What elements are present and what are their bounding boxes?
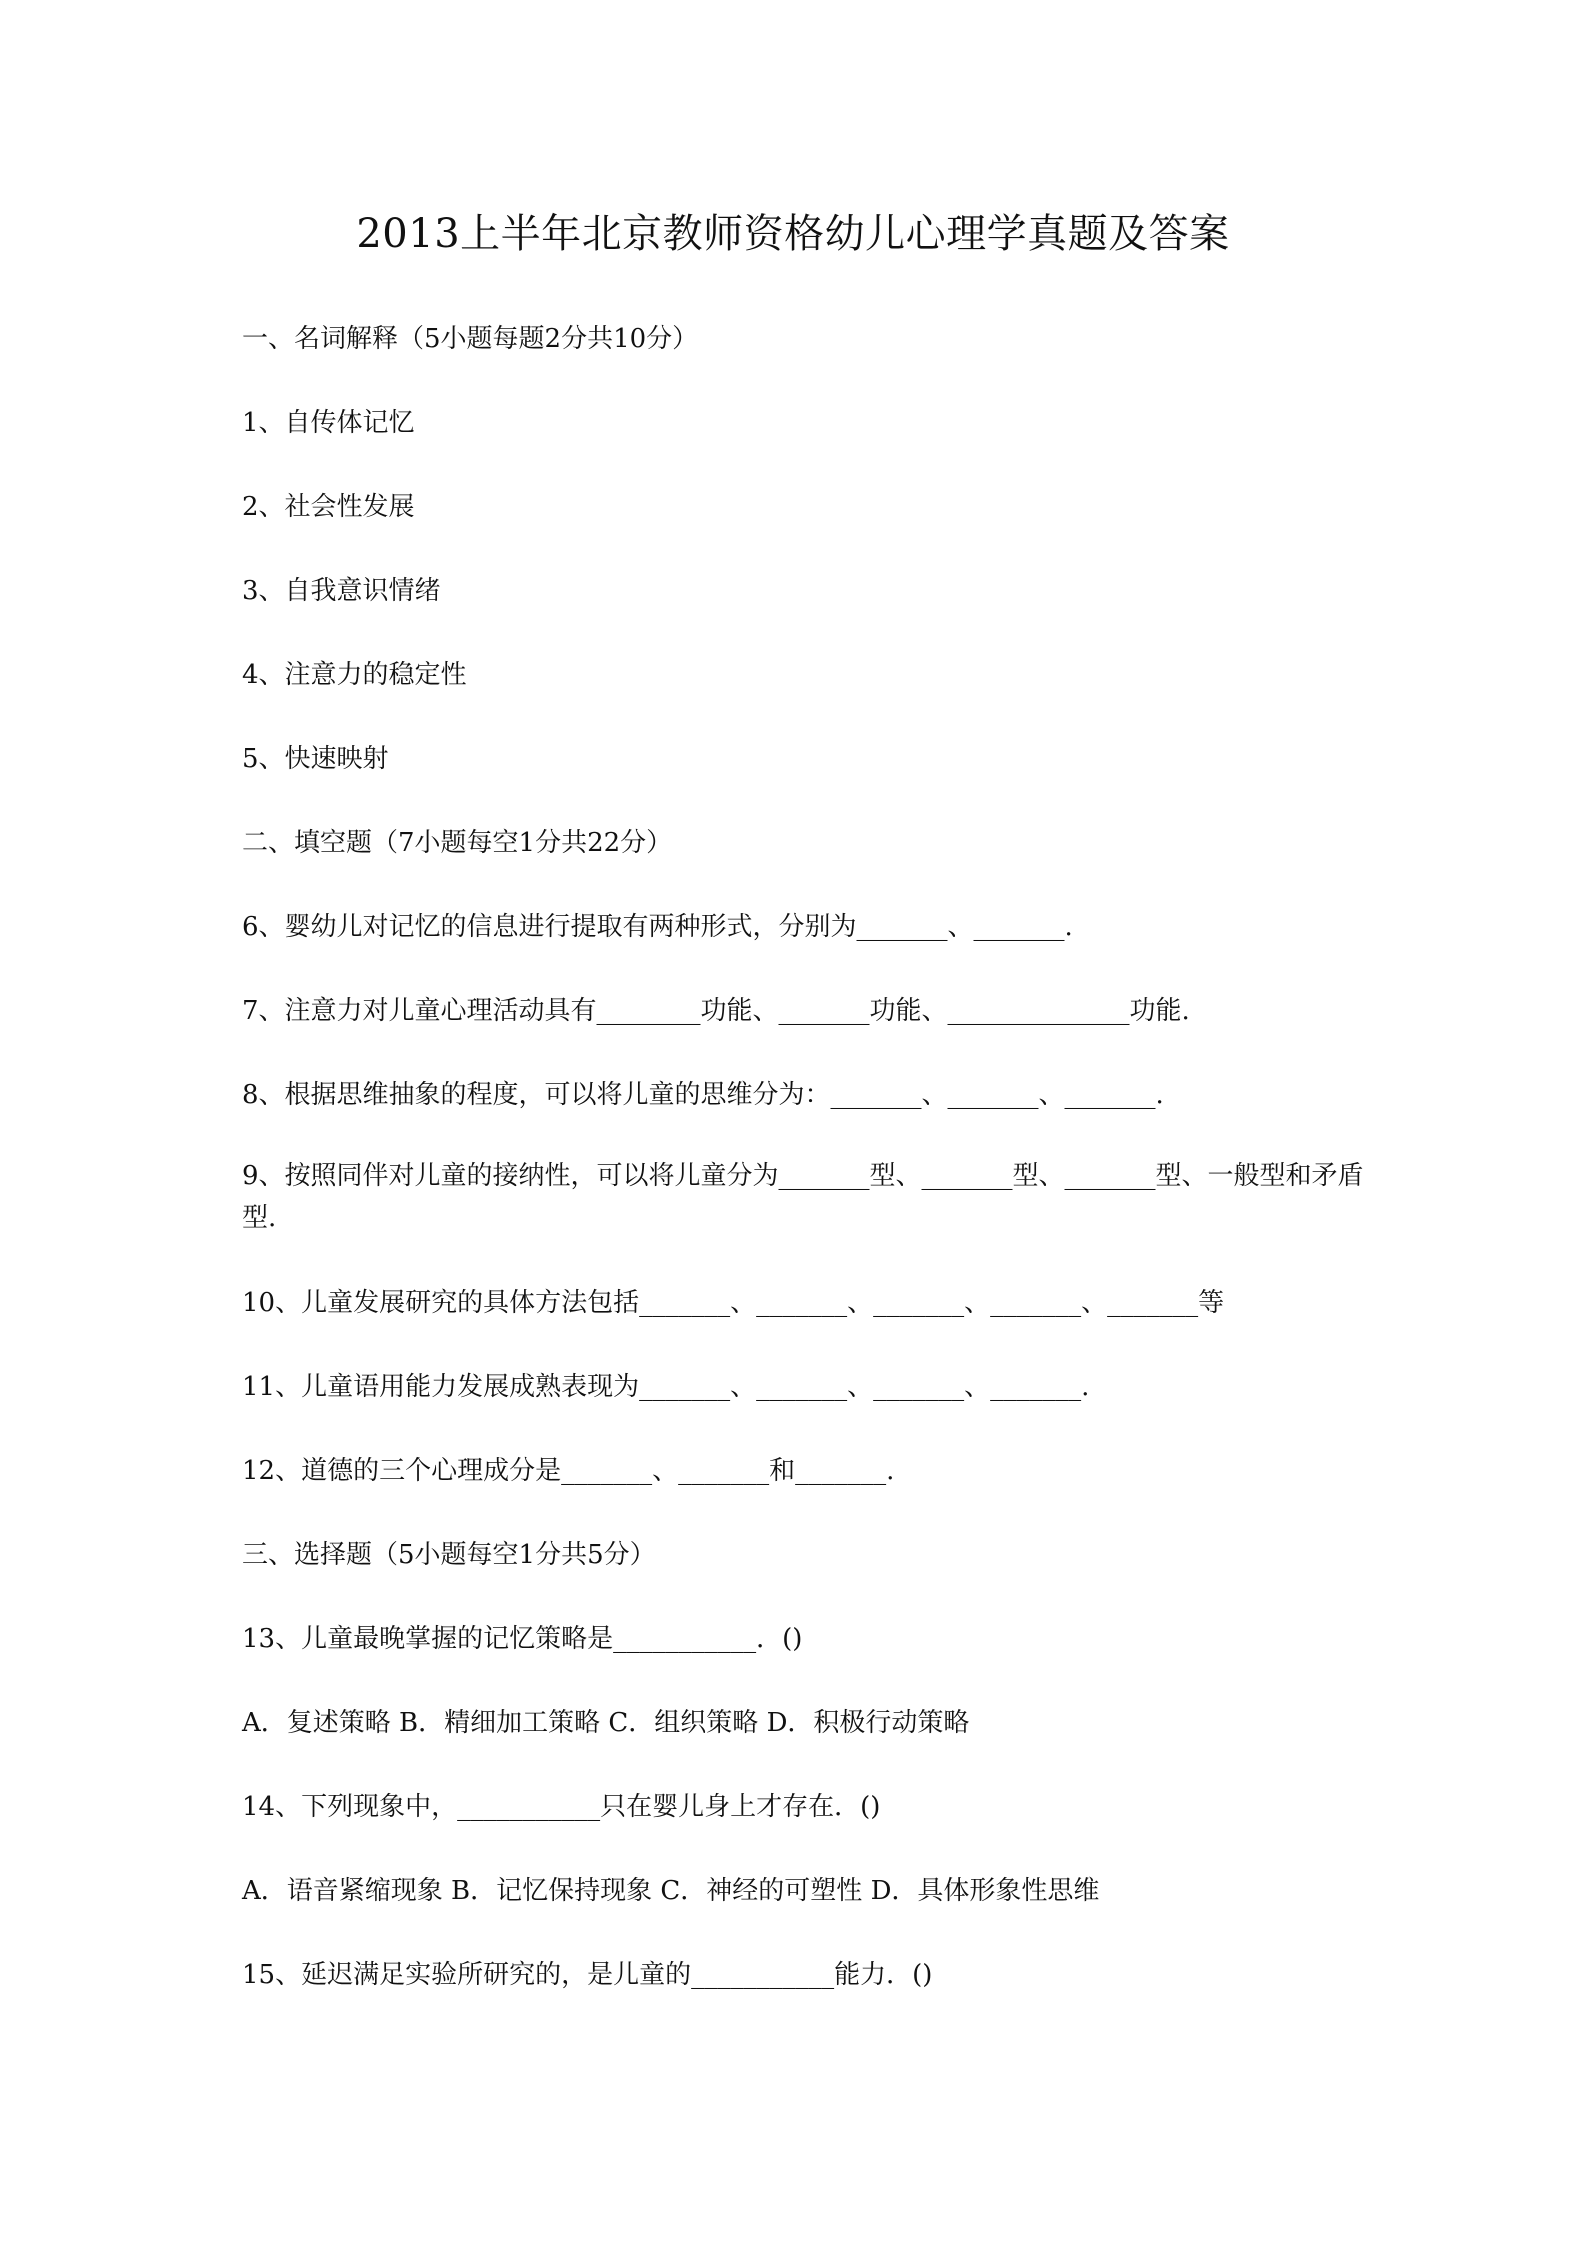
question-13: 13、儿童最晚掌握的记忆策略是___________．() — [242, 1624, 803, 1654]
question-11: 11、儿童语用能力发展成熟表现为_______、_______、_______、_______. — [242, 1372, 1090, 1402]
question-1: 1、自传体记忆 — [242, 408, 415, 438]
question-9: 9、按照同伴对儿童的接纳性，可以将儿童分为_______型、_______型、_______型、一般型和矛盾型. — [242, 1161, 1364, 1233]
document-title: 2013上半年北京教师资格幼儿心理学真题及答案 — [356, 211, 1230, 257]
question-12: 12、道德的三个心理成分是_______、_______和_______. — [242, 1456, 895, 1486]
question-3: 3、自我意识情绪 — [242, 576, 441, 606]
question-4: 4、注意力的稳定性 — [242, 660, 467, 690]
question-15: 15、延迟满足实验所研究的，是儿童的___________能力．() — [242, 1960, 933, 1990]
question-13-options: A．复述策略 B．精细加工策略 C．组织策略 D．积极行动策略 — [242, 1708, 970, 1738]
question-14: 14、下列现象中，___________只在婴儿身上才存在．() — [242, 1792, 881, 1822]
section-heading-2: 二、填空题（7小题每空1分共22分） — [242, 828, 673, 858]
question-2: 2、社会性发展 — [242, 492, 415, 522]
section-heading-1: 一、名词解释（5小题每题2分共10分） — [242, 324, 699, 354]
question-14-options: A．语音紧缩现象 B．记忆保持现象 C．神经的可塑性 D．具体形象性思维 — [242, 1876, 1100, 1906]
section-heading-3: 三、选择题（5小题每空1分共5分） — [242, 1540, 656, 1570]
question-5: 5、快速映射 — [242, 744, 389, 774]
question-6: 6、婴幼儿对记忆的信息进行提取有两种形式，分别为_______、_______. — [242, 912, 1073, 942]
question-10: 10、儿童发展研究的具体方法包括_______、_______、_______、_______、_______等 — [242, 1288, 1225, 1318]
question-7: 7、注意力对儿童心理活动具有________功能、_______功能、______________功能. — [242, 996, 1190, 1026]
question-8: 8、根据思维抽象的程度，可以将儿童的思维分为：_______、_______、_______. — [242, 1080, 1164, 1110]
